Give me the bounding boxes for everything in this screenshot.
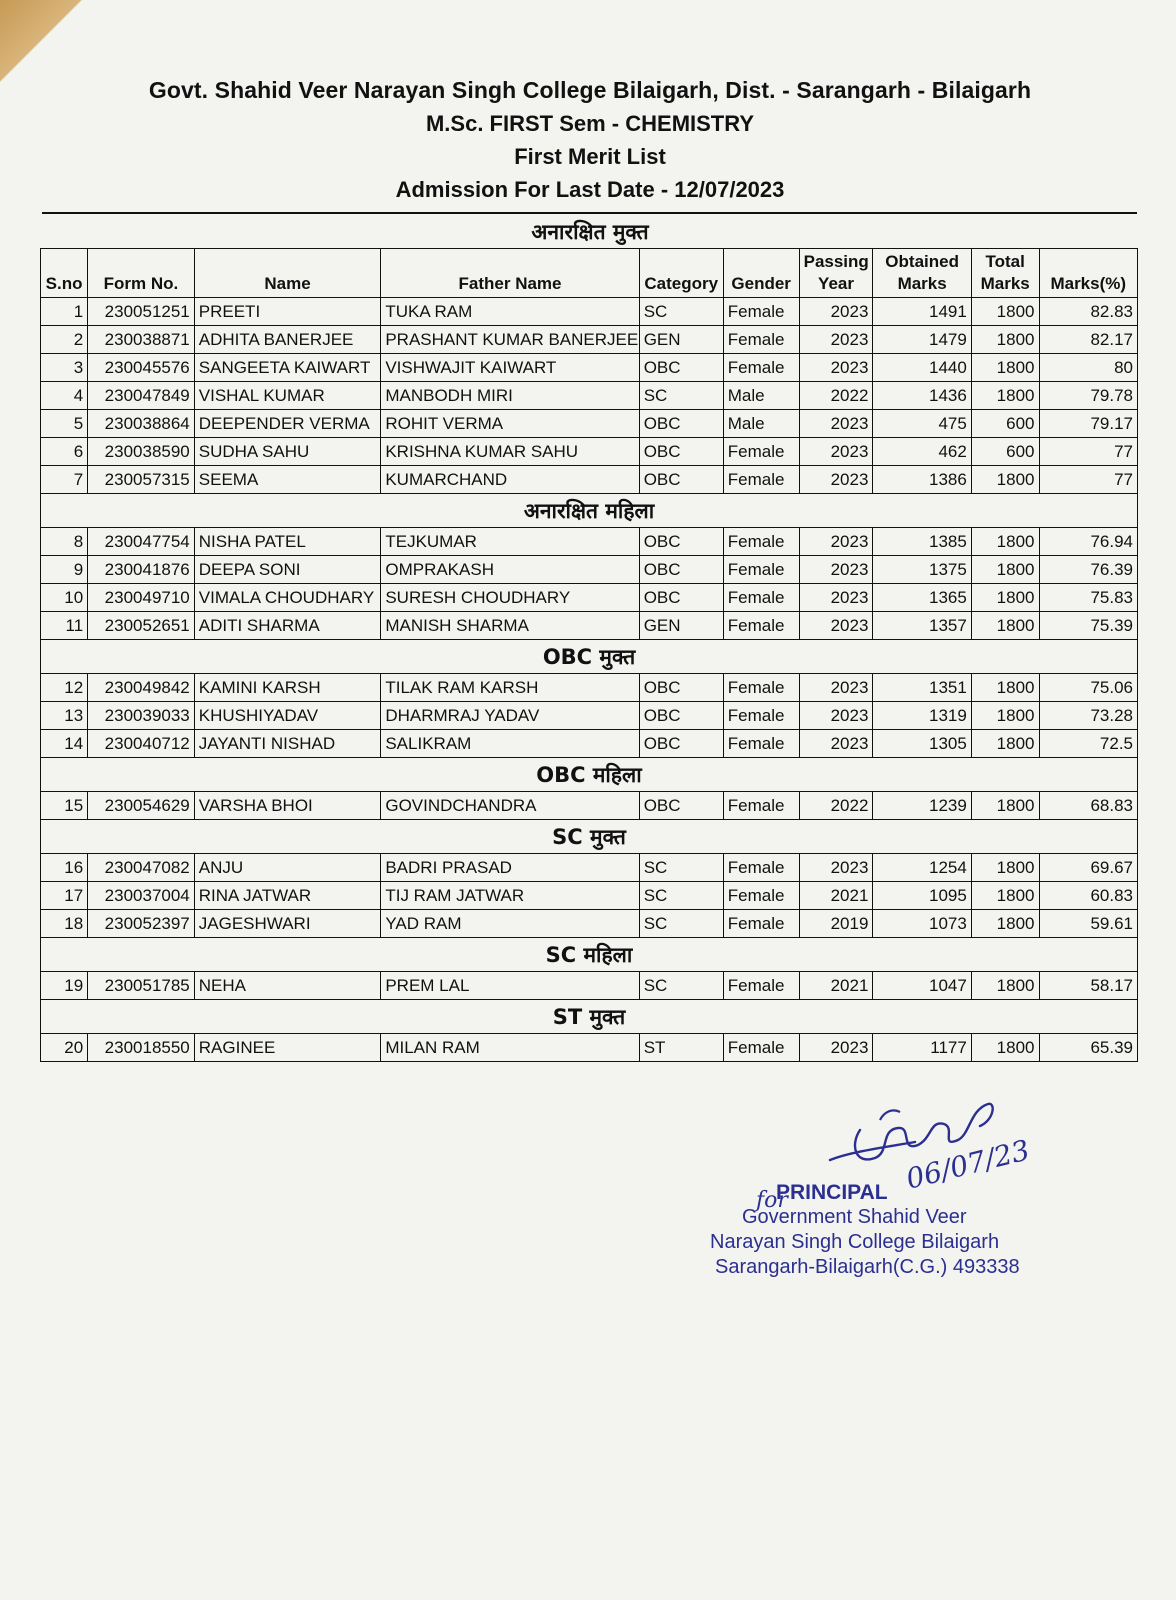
cell-form-no: 230057315 [88, 466, 195, 494]
cell-obtained-marks: 1479 [873, 326, 971, 354]
signature-for: for [756, 1188, 788, 1213]
cell-marks-pct: 69.67 [1039, 854, 1138, 882]
cell-name: NEHA [194, 972, 381, 1000]
cell-gender: Female [723, 730, 799, 758]
cell-form-no: 230018550 [88, 1034, 195, 1062]
cell-form-no: 230047754 [88, 528, 195, 556]
cell-passing-year: 2023 [799, 466, 873, 494]
course-title: M.Sc. FIRST Sem - CHEMISTRY [425, 111, 754, 136]
table-row [41, 556, 1138, 584]
cell-gender: Female [723, 854, 799, 882]
col-header-pct: Marks(%) [1039, 249, 1138, 298]
cell-obtained-marks: 475 [873, 410, 971, 438]
table-row [41, 882, 1138, 910]
cell-obtained-marks: 1386 [873, 466, 971, 494]
cell-sno: 10 [41, 584, 88, 612]
cell-name: NISHA PATEL [194, 528, 381, 556]
cell-category: SC [639, 882, 723, 910]
cell-form-no: 230047849 [88, 382, 195, 410]
cell-gender: Female [723, 326, 799, 354]
cell-gender: Female [723, 556, 799, 584]
cell-form-no: 230049842 [88, 674, 195, 702]
table-row [41, 298, 1138, 326]
cell-name: ADHITA BANERJEE [194, 326, 381, 354]
cell-gender: Male [723, 382, 799, 410]
cell-category: SC [639, 972, 723, 1000]
cell-total-marks: 1800 [971, 854, 1039, 882]
cell-marks-pct: 59.61 [1039, 910, 1138, 938]
cell-gender: Female [723, 354, 799, 382]
cell-obtained-marks: 1351 [873, 674, 971, 702]
table-row [41, 730, 1138, 758]
cell-father-name: ROHIT VERMA [381, 410, 639, 438]
col-header-gender: Gender [723, 249, 799, 298]
cell-name: KHUSHIYADAV [194, 702, 381, 730]
section-title: अनारक्षित महिला [41, 494, 1138, 528]
table-row [41, 972, 1138, 1000]
cell-sno: 6 [41, 438, 88, 466]
cell-name: JAGESHWARI [194, 910, 381, 938]
cell-passing-year: 2022 [799, 382, 873, 410]
cell-total-marks: 1800 [971, 612, 1039, 640]
cell-sno: 9 [41, 556, 88, 584]
cell-sno: 19 [41, 972, 88, 1000]
cell-marks-pct: 76.94 [1039, 528, 1138, 556]
cell-marks-pct: 75.39 [1039, 612, 1138, 640]
col-header-total-line1: Total [985, 252, 1025, 271]
cell-form-no: 230047082 [88, 854, 195, 882]
table-row [41, 1034, 1138, 1062]
cell-sno: 18 [41, 910, 88, 938]
cell-total-marks: 1800 [971, 326, 1039, 354]
cell-marks-pct: 75.06 [1039, 674, 1138, 702]
cell-marks-pct: 77 [1039, 438, 1138, 466]
cell-name: ANJU [194, 854, 381, 882]
cell-father-name: VISHWAJIT KAIWART [381, 354, 639, 382]
cell-name: SEEMA [194, 466, 381, 494]
cell-passing-year: 2021 [799, 972, 873, 1000]
cell-passing-year: 2023 [799, 702, 873, 730]
cell-form-no: 230038871 [88, 326, 195, 354]
cell-gender: Female [723, 702, 799, 730]
list-title: First Merit List [514, 144, 666, 169]
cell-total-marks: 600 [971, 410, 1039, 438]
cell-obtained-marks: 1305 [873, 730, 971, 758]
table-row [41, 792, 1138, 820]
col-header-total [971, 249, 1039, 298]
col-header-obtained-line1: Obtained [885, 252, 959, 271]
section-title: SC महिला [41, 938, 1138, 972]
cell-category: ST [639, 1034, 723, 1062]
cell-form-no: 230051251 [88, 298, 195, 326]
cell-passing-year: 2023 [799, 612, 873, 640]
cell-gender: Female [723, 584, 799, 612]
stamp-line-government: Government Shahid Veer [742, 1206, 967, 1228]
table-row [41, 854, 1138, 882]
cell-name: RINA JATWAR [194, 882, 381, 910]
cell-total-marks: 1800 [971, 674, 1039, 702]
section-title: अनारक्षित मुक्त [531, 220, 649, 244]
cell-obtained-marks: 1177 [873, 1034, 971, 1062]
table-row [41, 910, 1138, 938]
cell-total-marks: 1800 [971, 972, 1039, 1000]
cell-category: OBC [639, 792, 723, 820]
cell-obtained-marks: 1319 [873, 702, 971, 730]
section-title: ST मुक्त [41, 1000, 1138, 1034]
cell-passing-year: 2023 [799, 674, 873, 702]
cell-marks-pct: 76.39 [1039, 556, 1138, 584]
cell-obtained-marks: 1375 [873, 556, 971, 584]
col-header-year-line2: Year [818, 274, 854, 293]
cell-total-marks: 1800 [971, 556, 1039, 584]
col-header-total-line2: Marks [980, 274, 1030, 293]
cell-gender: Female [723, 910, 799, 938]
cell-marks-pct: 73.28 [1039, 702, 1138, 730]
cell-category: OBC [639, 584, 723, 612]
cell-gender: Female [723, 298, 799, 326]
table-row [41, 354, 1138, 382]
cell-gender: Female [723, 528, 799, 556]
cell-marks-pct: 60.83 [1039, 882, 1138, 910]
cell-category: OBC [639, 702, 723, 730]
cell-name: JAYANTI NISHAD [194, 730, 381, 758]
cell-total-marks: 1800 [971, 882, 1039, 910]
cell-marks-pct: 77 [1039, 466, 1138, 494]
cell-sno: 4 [41, 382, 88, 410]
cell-total-marks: 1800 [971, 702, 1039, 730]
cell-gender: Female [723, 466, 799, 494]
cell-name: KAMINI KARSH [194, 674, 381, 702]
cell-passing-year: 2023 [799, 528, 873, 556]
cell-obtained-marks: 1047 [873, 972, 971, 1000]
cell-father-name: BADRI PRASAD [381, 854, 639, 882]
header-divider [42, 212, 1137, 214]
stamp-line-address: Sarangarh-Bilaigarh(C.G.) 493338 [715, 1256, 1020, 1278]
cell-sno: 12 [41, 674, 88, 702]
cell-category: SC [639, 854, 723, 882]
section-title: OBC महिला [41, 758, 1138, 792]
cell-name: DEEPENDER VERMA [194, 410, 381, 438]
col-header-year [799, 249, 873, 298]
cell-form-no: 230051785 [88, 972, 195, 1000]
cell-marks-pct: 79.17 [1039, 410, 1138, 438]
cell-passing-year: 2023 [799, 410, 873, 438]
cell-sno: 8 [41, 528, 88, 556]
section-header-row [41, 640, 1138, 674]
cell-father-name: TEJKUMAR [381, 528, 639, 556]
table-header-row [41, 249, 1138, 298]
table-row [41, 382, 1138, 410]
cell-total-marks: 1800 [971, 382, 1039, 410]
table-row [41, 612, 1138, 640]
cell-category: OBC [639, 674, 723, 702]
cell-father-name: PREM LAL [381, 972, 639, 1000]
col-header-year-line1: Passing [803, 252, 869, 271]
cell-category: SC [639, 298, 723, 326]
col-header-obtained-line2: Marks [897, 274, 947, 293]
cell-obtained-marks: 1365 [873, 584, 971, 612]
cell-obtained-marks: 1254 [873, 854, 971, 882]
col-header-name: Name [194, 249, 381, 298]
cell-name: DEEPA SONI [194, 556, 381, 584]
cell-father-name: GOVINDCHANDRA [381, 792, 639, 820]
stamp-line-college: Narayan Singh College Bilaigarh [710, 1231, 1000, 1253]
cell-passing-year: 2023 [799, 438, 873, 466]
cell-category: OBC [639, 730, 723, 758]
cell-form-no: 230037004 [88, 882, 195, 910]
cell-passing-year: 2021 [799, 882, 873, 910]
section-header-row [41, 820, 1138, 854]
cell-passing-year: 2023 [799, 1034, 873, 1062]
cell-sno: 7 [41, 466, 88, 494]
cell-passing-year: 2023 [799, 298, 873, 326]
col-header-category: Category [639, 249, 723, 298]
cell-obtained-marks: 1436 [873, 382, 971, 410]
cell-obtained-marks: 1357 [873, 612, 971, 640]
cell-category: OBC [639, 556, 723, 584]
cell-obtained-marks: 1385 [873, 528, 971, 556]
stamp-line-principal: PRINCIPAL [776, 1181, 888, 1204]
section-header-row [41, 1000, 1138, 1034]
cell-passing-year: 2023 [799, 730, 873, 758]
cell-total-marks: 1800 [971, 354, 1039, 382]
cell-father-name: TIJ RAM JATWAR [381, 882, 639, 910]
cell-passing-year: 2022 [799, 792, 873, 820]
merit-table [40, 248, 1138, 1062]
cell-gender: Female [723, 972, 799, 1000]
cell-gender: Female [723, 438, 799, 466]
cell-gender: Male [723, 410, 799, 438]
cell-name: RAGINEE [194, 1034, 381, 1062]
cell-category: OBC [639, 438, 723, 466]
cell-category: GEN [639, 612, 723, 640]
cell-obtained-marks: 1239 [873, 792, 971, 820]
cell-passing-year: 2023 [799, 354, 873, 382]
col-header-obtained [873, 249, 971, 298]
cell-name: VISHAL KUMAR [194, 382, 381, 410]
cell-total-marks: 1800 [971, 1034, 1039, 1062]
cell-marks-pct: 68.83 [1039, 792, 1138, 820]
table-row [41, 528, 1138, 556]
cell-total-marks: 1800 [971, 584, 1039, 612]
cell-marks-pct: 65.39 [1039, 1034, 1138, 1062]
table-row [41, 326, 1138, 354]
cell-sno: 1 [41, 298, 88, 326]
cell-marks-pct: 75.83 [1039, 584, 1138, 612]
cell-marks-pct: 58.17 [1039, 972, 1138, 1000]
cell-sno: 17 [41, 882, 88, 910]
cell-category: SC [639, 910, 723, 938]
cell-total-marks: 1800 [971, 528, 1039, 556]
cell-father-name: MANISH SHARMA [381, 612, 639, 640]
table-row [41, 674, 1138, 702]
cell-category: OBC [639, 466, 723, 494]
cell-gender: Female [723, 882, 799, 910]
cell-sno: 14 [41, 730, 88, 758]
cell-father-name: PRASHANT KUMAR BANERJEE [381, 326, 639, 354]
cell-gender: Female [723, 1034, 799, 1062]
merit-table-body [41, 298, 1138, 1062]
cell-total-marks: 1800 [971, 910, 1039, 938]
cell-marks-pct: 82.83 [1039, 298, 1138, 326]
cell-total-marks: 1800 [971, 298, 1039, 326]
cell-passing-year: 2019 [799, 910, 873, 938]
cell-name: SUDHA SAHU [194, 438, 381, 466]
cell-form-no: 230049710 [88, 584, 195, 612]
cell-marks-pct: 80 [1039, 354, 1138, 382]
cell-obtained-marks: 1095 [873, 882, 971, 910]
cell-father-name: MANBODH MIRI [381, 382, 639, 410]
cell-name: ADITI SHARMA [194, 612, 381, 640]
cell-gender: Female [723, 792, 799, 820]
cell-passing-year: 2023 [799, 854, 873, 882]
cell-sno: 11 [41, 612, 88, 640]
cell-total-marks: 1800 [971, 466, 1039, 494]
cell-father-name: TUKA RAM [381, 298, 639, 326]
cell-sno: 2 [41, 326, 88, 354]
cell-sno: 3 [41, 354, 88, 382]
cell-form-no: 230038864 [88, 410, 195, 438]
cell-passing-year: 2023 [799, 326, 873, 354]
cell-marks-pct: 82.17 [1039, 326, 1138, 354]
cell-category: OBC [639, 410, 723, 438]
cell-father-name: DHARMRAJ YADAV [381, 702, 639, 730]
cell-father-name: TILAK RAM KARSH [381, 674, 639, 702]
cell-category: SC [639, 382, 723, 410]
cell-father-name: YAD RAM [381, 910, 639, 938]
cell-form-no: 230040712 [88, 730, 195, 758]
cell-form-no: 230038590 [88, 438, 195, 466]
col-header-father: Father Name [381, 249, 639, 298]
cell-sno: 15 [41, 792, 88, 820]
cell-name: VIMALA CHOUDHARY [194, 584, 381, 612]
cell-category: OBC [639, 354, 723, 382]
table-row [41, 702, 1138, 730]
cell-obtained-marks: 462 [873, 438, 971, 466]
cell-category: GEN [639, 326, 723, 354]
document-header [40, 74, 1140, 206]
cell-gender: Female [723, 612, 799, 640]
cell-passing-year: 2023 [799, 584, 873, 612]
cell-father-name: SURESH CHOUDHARY [381, 584, 639, 612]
cell-sno: 20 [41, 1034, 88, 1062]
cell-father-name: SALIKRAM [381, 730, 639, 758]
cell-form-no: 230041876 [88, 556, 195, 584]
cell-name: SANGEETA KAIWART [194, 354, 381, 382]
cell-sno: 13 [41, 702, 88, 730]
cell-total-marks: 600 [971, 438, 1039, 466]
cell-name: VARSHA BHOI [194, 792, 381, 820]
cell-form-no: 230052651 [88, 612, 195, 640]
cell-total-marks: 1800 [971, 792, 1039, 820]
table-row [41, 584, 1138, 612]
section-header-row [41, 494, 1138, 528]
cell-obtained-marks: 1073 [873, 910, 971, 938]
cell-marks-pct: 72.5 [1039, 730, 1138, 758]
section-title: SC मुक्त [41, 820, 1138, 854]
table-row [41, 438, 1138, 466]
cell-gender: Female [723, 674, 799, 702]
cell-father-name: KUMARCHAND [381, 466, 639, 494]
last-date: Admission For Last Date - 12/07/2023 [395, 177, 785, 202]
cell-obtained-marks: 1440 [873, 354, 971, 382]
cell-form-no: 230039033 [88, 702, 195, 730]
cell-total-marks: 1800 [971, 730, 1039, 758]
cell-sno: 5 [41, 410, 88, 438]
cell-name: PREETI [194, 298, 381, 326]
cell-sno: 16 [41, 854, 88, 882]
cell-marks-pct: 79.78 [1039, 382, 1138, 410]
table-row [41, 410, 1138, 438]
cell-father-name: KRISHNA KUMAR SAHU [381, 438, 639, 466]
section-header-row [41, 758, 1138, 792]
col-header-sno: S.no [41, 249, 88, 298]
cell-obtained-marks: 1491 [873, 298, 971, 326]
section-header-row [41, 938, 1138, 972]
cell-category: OBC [639, 528, 723, 556]
cell-passing-year: 2023 [799, 556, 873, 584]
principal-signature-block [700, 1090, 1080, 1300]
college-name: Govt. Shahid Veer Narayan Singh College Bilaigarh, Dist. - Sarangarh - Bilaigarh [148, 77, 1032, 103]
col-header-form: Form No. [88, 249, 195, 298]
cell-form-no: 230045576 [88, 354, 195, 382]
signature-date: 06/07/23 [902, 1133, 1033, 1196]
section-title: OBC मुक्त [41, 640, 1138, 674]
table-row [41, 466, 1138, 494]
cell-father-name: OMPRAKASH [381, 556, 639, 584]
principal-stamp [700, 1180, 1080, 1280]
cell-form-no: 230052397 [88, 910, 195, 938]
cell-father-name: MILAN RAM [381, 1034, 639, 1062]
cell-form-no: 230054629 [88, 792, 195, 820]
